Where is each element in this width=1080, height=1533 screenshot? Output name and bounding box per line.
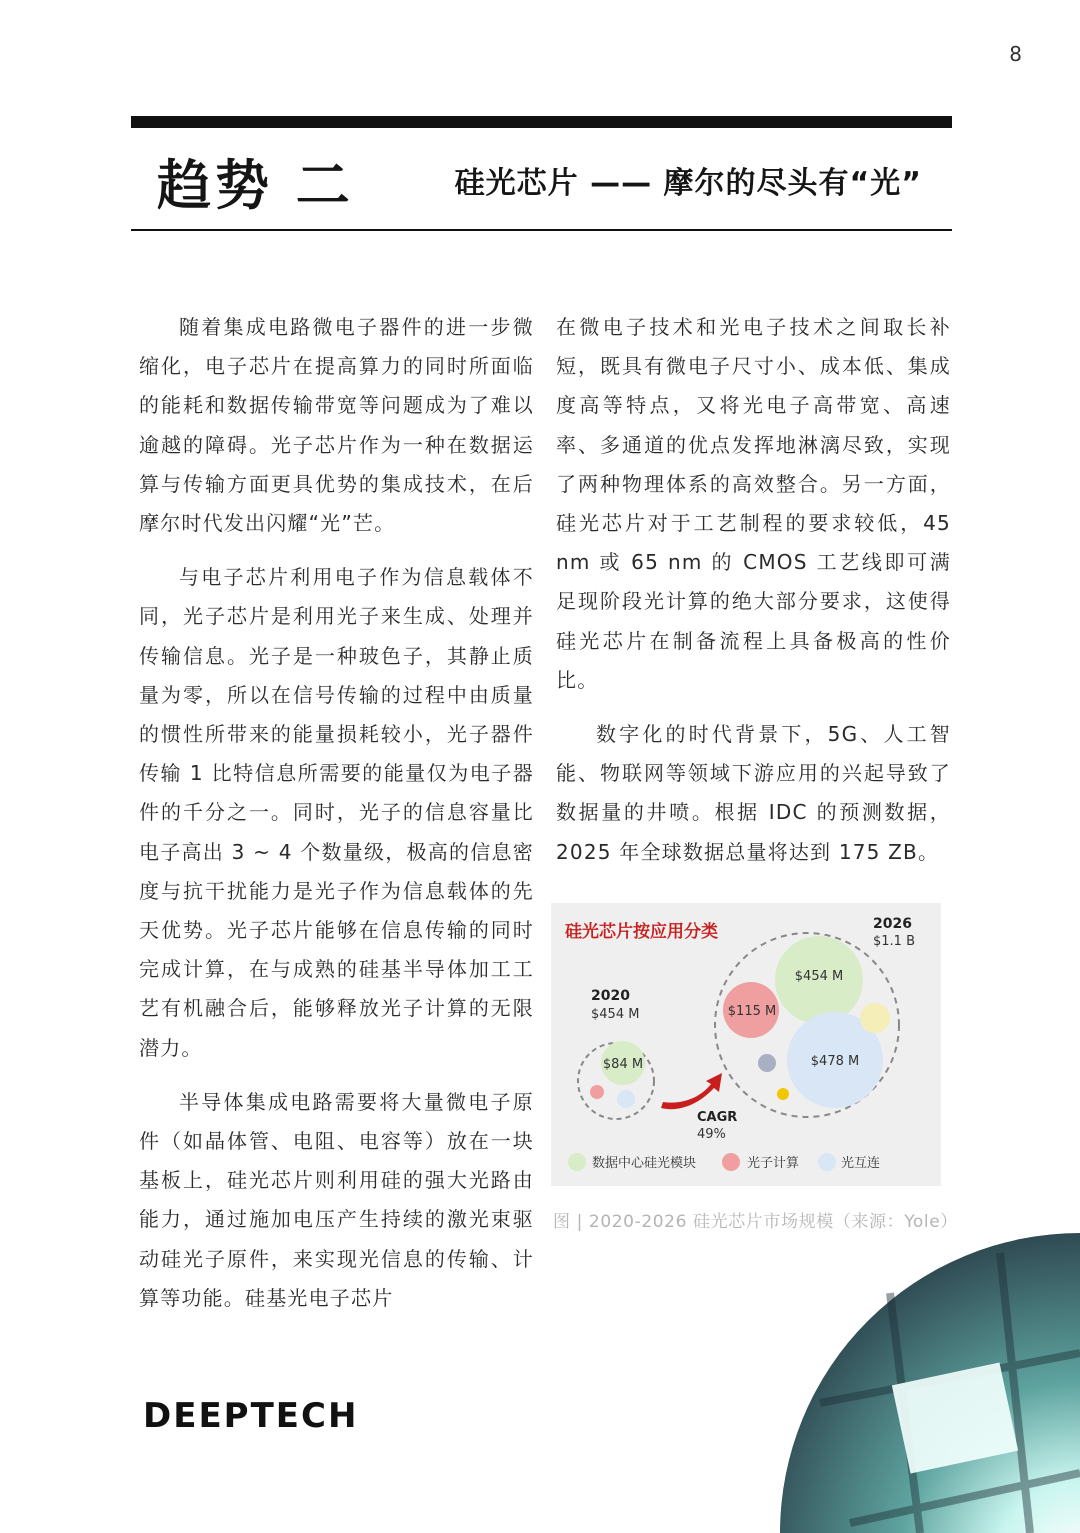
bubble-label-2020-data-center: $84 M (602, 1057, 644, 1072)
deeptech-logo: DEEPTECH (143, 1396, 359, 1436)
legend-swatch-photonic-compute (722, 1153, 740, 1171)
bubble-label-2026-photonic-compute: $115 M (727, 1004, 777, 1019)
market-chart (551, 903, 941, 1186)
bubble-2026-extra-grey (758, 1054, 776, 1072)
cagr-value: 49% (697, 1127, 726, 1142)
trend-subtitle: 硅光芯片 —— 摩尔的尽头有“光” (454, 166, 922, 201)
page-number: 8 (1009, 42, 1022, 66)
paragraph: 与电子芯片利用电子作为信息载体不同，光子芯片是利用光子来生成、处理并传输信息。光子是一种玻色子，其静止质量为零，所以在信号传输的过程中由质量的惯性所带来的能量损耗较小，光子器件传输 1 比特信息所需要的能量仅为电子器件的千分之一。同时，光子的信息容量比电子高出 3 ~ 4 个数量级，极高的信息密度与抗干扰能力是光子作为信息载体的先天优势。光子芯片能够在信息传输的同时完成计算，在与成熟的硅基半导体加工工艺有机融合后，能够释放光子计算的无限潜力。 (139, 565, 534, 1060)
bubble-label-2026-data-center: $454 M (794, 969, 844, 984)
paragraph: 随着集成电路微电子器件的进一步微缩化，电子芯片在提高算力的同时所面临的能耗和数据传输带宽等问题成为了难以逾越的障碍。光子芯片作为一种在数据运算与传输方面更具优势的集成技术，在后摩尔时代发出闪耀“光”芒。 (139, 315, 534, 536)
total-label-2026: $1.1 B (873, 934, 915, 949)
header-bottom-rule (131, 229, 952, 231)
right-text-column (556, 308, 951, 887)
legend-label-interconnect: 光互连 (841, 1156, 881, 1171)
cagr-label: CAGR (697, 1110, 738, 1125)
bubble-2020-photonic-compute (590, 1085, 604, 1099)
legend-swatch-interconnect (818, 1153, 836, 1171)
bubble-2026-extra-yellow (860, 1003, 890, 1033)
chart-title: 硅光芯片按应用分类 (565, 922, 718, 942)
figure-caption: 图 | 2020-2026 硅光芯片市场规模（来源：Yole） (553, 1212, 958, 1232)
paragraph: 在微电子技术和光电子技术之间取长补短，既具有微电子尺寸小、成本低、集成度高等特点，又将光电子高带宽、高速率、多通道的优点发挥地淋漓尽致，实现了两种物理体系的高效整合。另一方面，硅光芯片对于工艺制程的要求较低，45 nm 或 65 nm 的 CMOS 工艺线即可满足现阶段光计算的绝大部分要求，这使得硅光芯片在制备流程上具备极高的性价比。 (556, 315, 951, 692)
year-label-2026: 2026 (873, 916, 912, 932)
bubble-2020-interconnect (617, 1090, 635, 1108)
bubble-chart-svg (551, 903, 941, 1186)
left-text-column (139, 308, 534, 1333)
growth-arrow-icon (661, 1073, 722, 1109)
legend-label-data-center: 数据中心硅光模块 (592, 1156, 697, 1171)
legend-swatch-data-center (568, 1153, 586, 1171)
year-label-2020: 2020 (591, 988, 630, 1004)
trend-title: 趋势 二 (157, 154, 354, 217)
paragraph: 半导体集成电路需要将大量微电子原件（如晶体管、电阻、电容等）放在一块基板上，硅光芯片则利用硅的强大光路由能力，通过施加电压产生持续的激光束驱动硅光子原件，来实现光信息的传输、计算等功能。硅基光电子芯片 (139, 1089, 534, 1310)
total-label-2020: $454 M (591, 1007, 640, 1022)
legend-label-photonic-compute: 光子计算 (747, 1156, 800, 1171)
chip-illustration (780, 1233, 1080, 1533)
bubble-label-2026-interconnect: $478 M (810, 1054, 860, 1069)
bubble-2026-extra-gold (777, 1088, 789, 1100)
header-top-rule (131, 116, 952, 128)
paragraph: 数字化的时代背景下，5G、人工智能、物联网等领域下游应用的兴起导致了数据量的井喷。根据 IDC 的预测数据，2025 年全球数据总量将达到 175 ZB。 (556, 722, 951, 864)
